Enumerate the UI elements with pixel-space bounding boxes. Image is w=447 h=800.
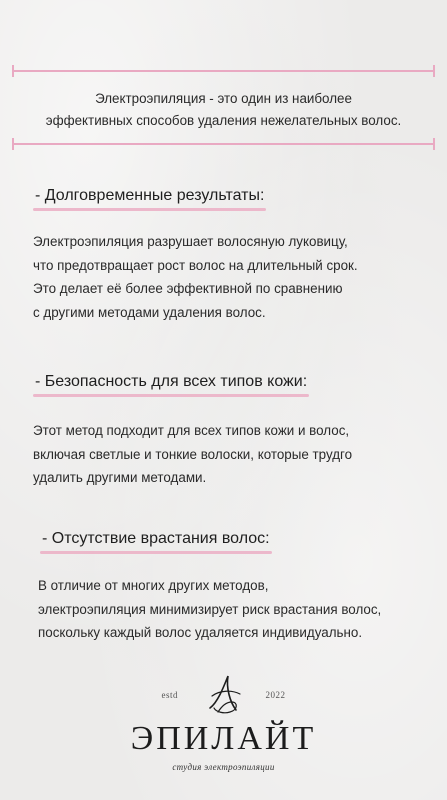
paragraph-line: В отличие от многих других методов, — [38, 578, 269, 593]
logo-year: 2022 — [265, 690, 286, 700]
paragraph-line: удалить другими методами. — [33, 470, 207, 485]
monogram-icon — [204, 672, 244, 716]
paragraph-line: что предотвращает рост волос на длительный срок. — [33, 257, 358, 273]
bottom-divider-line — [12, 143, 435, 145]
section-heading-skin-safety: - Безопасность для всех типов кожи: — [35, 373, 308, 390]
paragraph-line: включая светлые и тонкие волоски, которые трудго — [33, 446, 353, 462]
section-heading-no-ingrown-hair: - Отсутствие врастания волос: — [42, 530, 270, 547]
section-paragraph-long-term-results — [33, 230, 437, 324]
paragraph-line: Это делает её более эффективной по сравнению — [33, 281, 343, 296]
intro-text — [0, 88, 447, 132]
paragraph-line: Этот метод подходит для всех типов кожи и волос, — [33, 423, 350, 438]
intro-line: эффективных способов удаления нежелательных волос. — [45, 113, 402, 128]
section-heading-long-term-results: - Долговременные результаты: — [35, 187, 265, 204]
brand-logo — [0, 672, 447, 772]
paragraph-line: поскольку каждый волос удаляется индивидуально. — [38, 625, 363, 640]
paragraph-line: Электроэпиляция разрушает волосяную луковицу, — [33, 234, 348, 249]
section-paragraph-skin-safety — [33, 419, 437, 490]
paragraph-line: электроэпиляция минимизирует риск врастания волос, — [38, 601, 382, 617]
paragraph-line: с другими методами удаления волос. — [33, 304, 266, 320]
brand-tagline: студия электроэпиляции — [172, 762, 275, 772]
intro-line: Электроэпиляция - это один из наиболее — [95, 91, 352, 106]
top-divider-line — [12, 70, 435, 72]
logo-estd: estd — [161, 690, 178, 700]
section-paragraph-no-ingrown-hair — [38, 574, 437, 645]
brand-name: ЭПИЛАЙТ — [130, 720, 317, 757]
